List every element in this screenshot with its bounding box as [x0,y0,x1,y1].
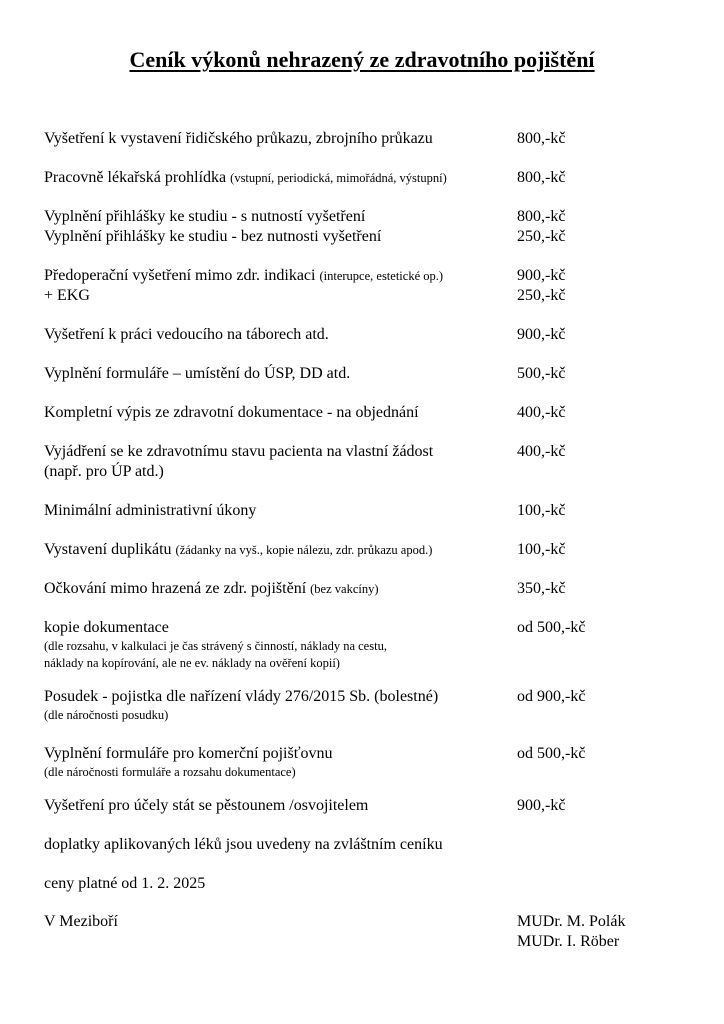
item-price: 350,-kč [517,580,566,597]
item-note: náklady na kopírování, ale ne ev. náklady na ověření kopií) [44,656,340,670]
price-item [44,687,684,724]
doctor-name: MUDr. I. Röber [517,933,620,950]
item-note: (dle náročnosti formuláře a rozsahu dokumentace) [44,765,296,779]
item-description: Vyšetření k práci vedoucího na táborech atd. [44,326,329,343]
item-price: 800,-kč [517,169,566,186]
price-item [44,403,684,423]
price-item [44,325,684,345]
price-item [44,540,684,560]
signature-block [44,912,684,952]
supplements-note: doplatky aplikovaných léků jsou uvedeny na zvláštním ceníku [44,836,443,853]
item-description-line2: (např. pro ÚP atd.) [44,463,164,480]
item-price: 250,-kč [517,228,566,245]
price-item [44,168,684,188]
item-price: 800,-kč [517,130,566,147]
item-description: Vyplnění přihlášky ke studiu - s nutností vyšetření [44,208,366,225]
item-description: Vyplnění přihlášky ke studiu - bez nutnosti vyšetření [44,228,382,245]
valid-from: ceny platné od 1. 2. 2025 [44,875,206,892]
item-description: kopie dokumentace [44,619,169,636]
item-description: Kompletní výpis ze zdravotní dokumentace - na objednání [44,404,419,421]
item-description-note: (vstupní, periodická, mimořádná, výstupní) [230,171,447,185]
item-description-note: (bez vakcíny) [310,582,379,596]
item-price: od 900,-kč [517,688,586,705]
item-price: 400,-kč [517,404,566,421]
place: V Meziboří [44,913,118,930]
item-description: Pracovně lékařská prohlídka [44,169,231,186]
price-item [44,501,684,521]
price-item [44,618,684,672]
item-description-note: (interupce, estetické op.) [319,269,444,283]
price-item [44,286,684,306]
price-item [44,579,684,599]
price-item [44,129,684,149]
item-description: Posudek - pojistka dle nařízení vlády 276/2015 Sb. (bolestné) [44,688,439,705]
item-description-note: (žádanky na vyš., kopie nálezu, zdr. průkazu apod.) [175,543,433,557]
item-description: Vyplnění formuláře – umístění do ÚSP, DD atd. [44,365,351,382]
item-description: Vyplnění formuláře pro komerční pojišťovnu [44,745,333,762]
item-description: Vyšetření pro účely stát se pěstounem /osvojitelem [44,797,369,814]
page-title: Ceník výkonů nehrazený ze zdravotního pojištění [129,47,595,72]
price-item [44,207,684,227]
item-price: 500,-kč [517,365,566,382]
price-item [44,442,684,482]
item-price: 900,-kč [517,326,566,343]
item-description: + EKG [44,287,90,304]
item-description: Vystavení duplikátu [44,541,176,558]
item-price: 250,-kč [517,287,566,304]
item-price: 900,-kč [517,267,566,284]
item-description: Vyšetření k vystavení řidičského průkazu, zbrojního průkazu [44,130,433,147]
item-description: Předoperační vyšetření mimo zdr. indikaci [44,267,320,284]
item-description: Očkování mimo hrazená ze zdr. pojištění [44,580,311,597]
price-item [44,364,684,384]
item-price: 100,-kč [517,541,566,558]
price-item [44,796,684,816]
item-price: 800,-kč [517,208,566,225]
price-item [44,266,684,286]
item-price: 100,-kč [517,502,566,519]
item-price: od 500,-kč [517,745,586,762]
item-note: (dle rozsahu, v kalkulaci je čas strávený s činností, náklady na cestu, [44,639,387,653]
price-item [44,227,684,247]
item-note: (dle náročnosti posudku) [44,708,169,722]
item-price: 400,-kč [517,443,566,460]
price-item [44,744,684,781]
doctor-name: MUDr. M. Polák [517,913,626,930]
item-description: Vyjádření se ke zdravotnímu stavu pacienta na vlastní žádost [44,443,434,460]
item-price: od 500,-kč [517,619,586,636]
item-price: 900,-kč [517,797,566,814]
item-description: Minimální administrativní úkony [44,502,257,519]
